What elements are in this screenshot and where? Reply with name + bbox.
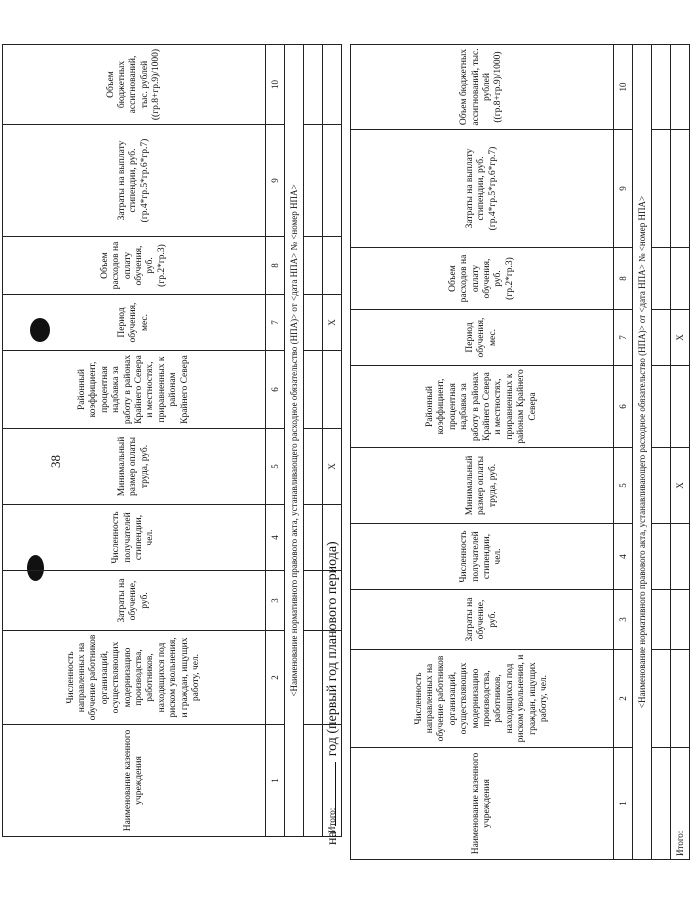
- column-number: 5: [614, 448, 633, 524]
- total-mark: X: [323, 429, 342, 505]
- header-cell: Численность получателей стипендии, чел.: [3, 505, 266, 571]
- npa-cell: <Наименование нормативного правового акта, устанавливающего расходное обязательство (НПА)> от <дата НПА> № <номер НПА>: [633, 45, 652, 860]
- header-cell: Объем бюджетных ассигнований, тыс. рублей ((гр.8+гр.9)/1000): [351, 45, 614, 130]
- column-number: 3: [266, 571, 285, 631]
- column-number: 9: [266, 125, 285, 237]
- column-number: 4: [614, 524, 633, 590]
- header-cell: Численность направленных на обучение работников организаций, осуществляющих модернизацию производства, работников, находящихся под риском увольнения, и граждан, ищущих работу, чел.: [3, 631, 266, 725]
- data-row: [652, 45, 671, 860]
- column-number: 3: [614, 590, 633, 650]
- header-cell: Минимальный размер оплаты труда, руб.: [351, 448, 614, 524]
- header-cell: Период обучения, мес.: [351, 310, 614, 366]
- total-mark: X: [323, 295, 342, 351]
- total-label: Итого:: [323, 725, 342, 837]
- column-number: 5: [266, 429, 285, 505]
- header-cell: Затраты на выплату стипендии, руб. (гр.4*гр.5*гр.6*гр.7): [3, 125, 266, 237]
- heading-prefix: на: [325, 831, 340, 845]
- npa-row: [285, 45, 304, 837]
- header-cell: Объем расходов на оплату обучения, руб. (гр.2*гр.3): [351, 248, 614, 310]
- total-row: [671, 45, 690, 860]
- column-number: 6: [266, 351, 285, 429]
- column-number: 7: [614, 310, 633, 366]
- table-1: [2, 44, 342, 837]
- column-number: 10: [614, 45, 633, 130]
- column-number-row: [266, 45, 285, 837]
- column-number: 8: [266, 237, 285, 295]
- header-cell: Численность направленных на обучение работников организаций, осуществляющих модернизацию производства, работников, находящихся под риском увольнения, и граждан, ищущих работу, чел.: [351, 650, 614, 748]
- column-number: 7: [266, 295, 285, 351]
- header-cell: Районный коэффициент, процентная надбавка за работу в районах Крайнего Севера и местностях, приравненных к районам Крайнего Севера: [3, 351, 266, 429]
- column-number: 4: [266, 505, 285, 571]
- header-row: [3, 45, 266, 837]
- section-heading: [322, 541, 341, 845]
- column-number: 1: [266, 725, 285, 837]
- column-number: 6: [614, 366, 633, 448]
- header-cell: Объем расходов на оплату обучения, руб. (гр.2*гр.3): [3, 237, 266, 295]
- column-number: 8: [614, 248, 633, 310]
- total-label: Итого:: [671, 748, 690, 860]
- total-mark: X: [671, 310, 690, 366]
- header-cell: Период обучения, мес.: [3, 295, 266, 351]
- header-cell: Затраты на выплату стипендии, руб. (гр.4*гр.5*гр.6*гр.7): [351, 130, 614, 248]
- column-number: 10: [266, 45, 285, 125]
- column-number-row: [614, 45, 633, 860]
- page-number: 38: [48, 455, 63, 468]
- header-cell: Наименование казенного учреждения: [351, 748, 614, 860]
- header-cell: Численность получателей стипендии, чел.: [351, 524, 614, 590]
- header-cell: Объем бюджетных ассигнований, тыс. рублей ((гр.8+гр.9)/1000): [3, 45, 266, 125]
- total-mark: X: [671, 448, 690, 524]
- header-cell: Затраты на обучение, руб.: [351, 590, 614, 650]
- header-cell: Наименование казенного учреждения: [3, 725, 266, 837]
- column-number: 1: [614, 748, 633, 860]
- header-row: [351, 45, 614, 860]
- data-row: [304, 45, 323, 837]
- header-cell: Затраты на обучение, руб.: [3, 571, 266, 631]
- header-cell: Минимальный размер оплаты труда, руб.: [3, 429, 266, 505]
- npa-cell: <Наименование нормативного правового акта, устанавливающего расходное обязательство (НПА)> от <дата НПА> № <номер НПА>: [285, 45, 304, 837]
- column-number: 2: [266, 631, 285, 725]
- column-number: 2: [614, 650, 633, 748]
- heading-suffix: год (первый год планового периода): [325, 541, 340, 757]
- table-2: [350, 44, 690, 860]
- column-number: 9: [614, 130, 633, 248]
- npa-row: [633, 45, 652, 860]
- header-cell: Районный коэффициент, процентная надбавка за работу в районах Крайнего Севера и местностях, приравненных к районам Крайнего Севера: [351, 366, 614, 448]
- year-blank: [322, 762, 336, 826]
